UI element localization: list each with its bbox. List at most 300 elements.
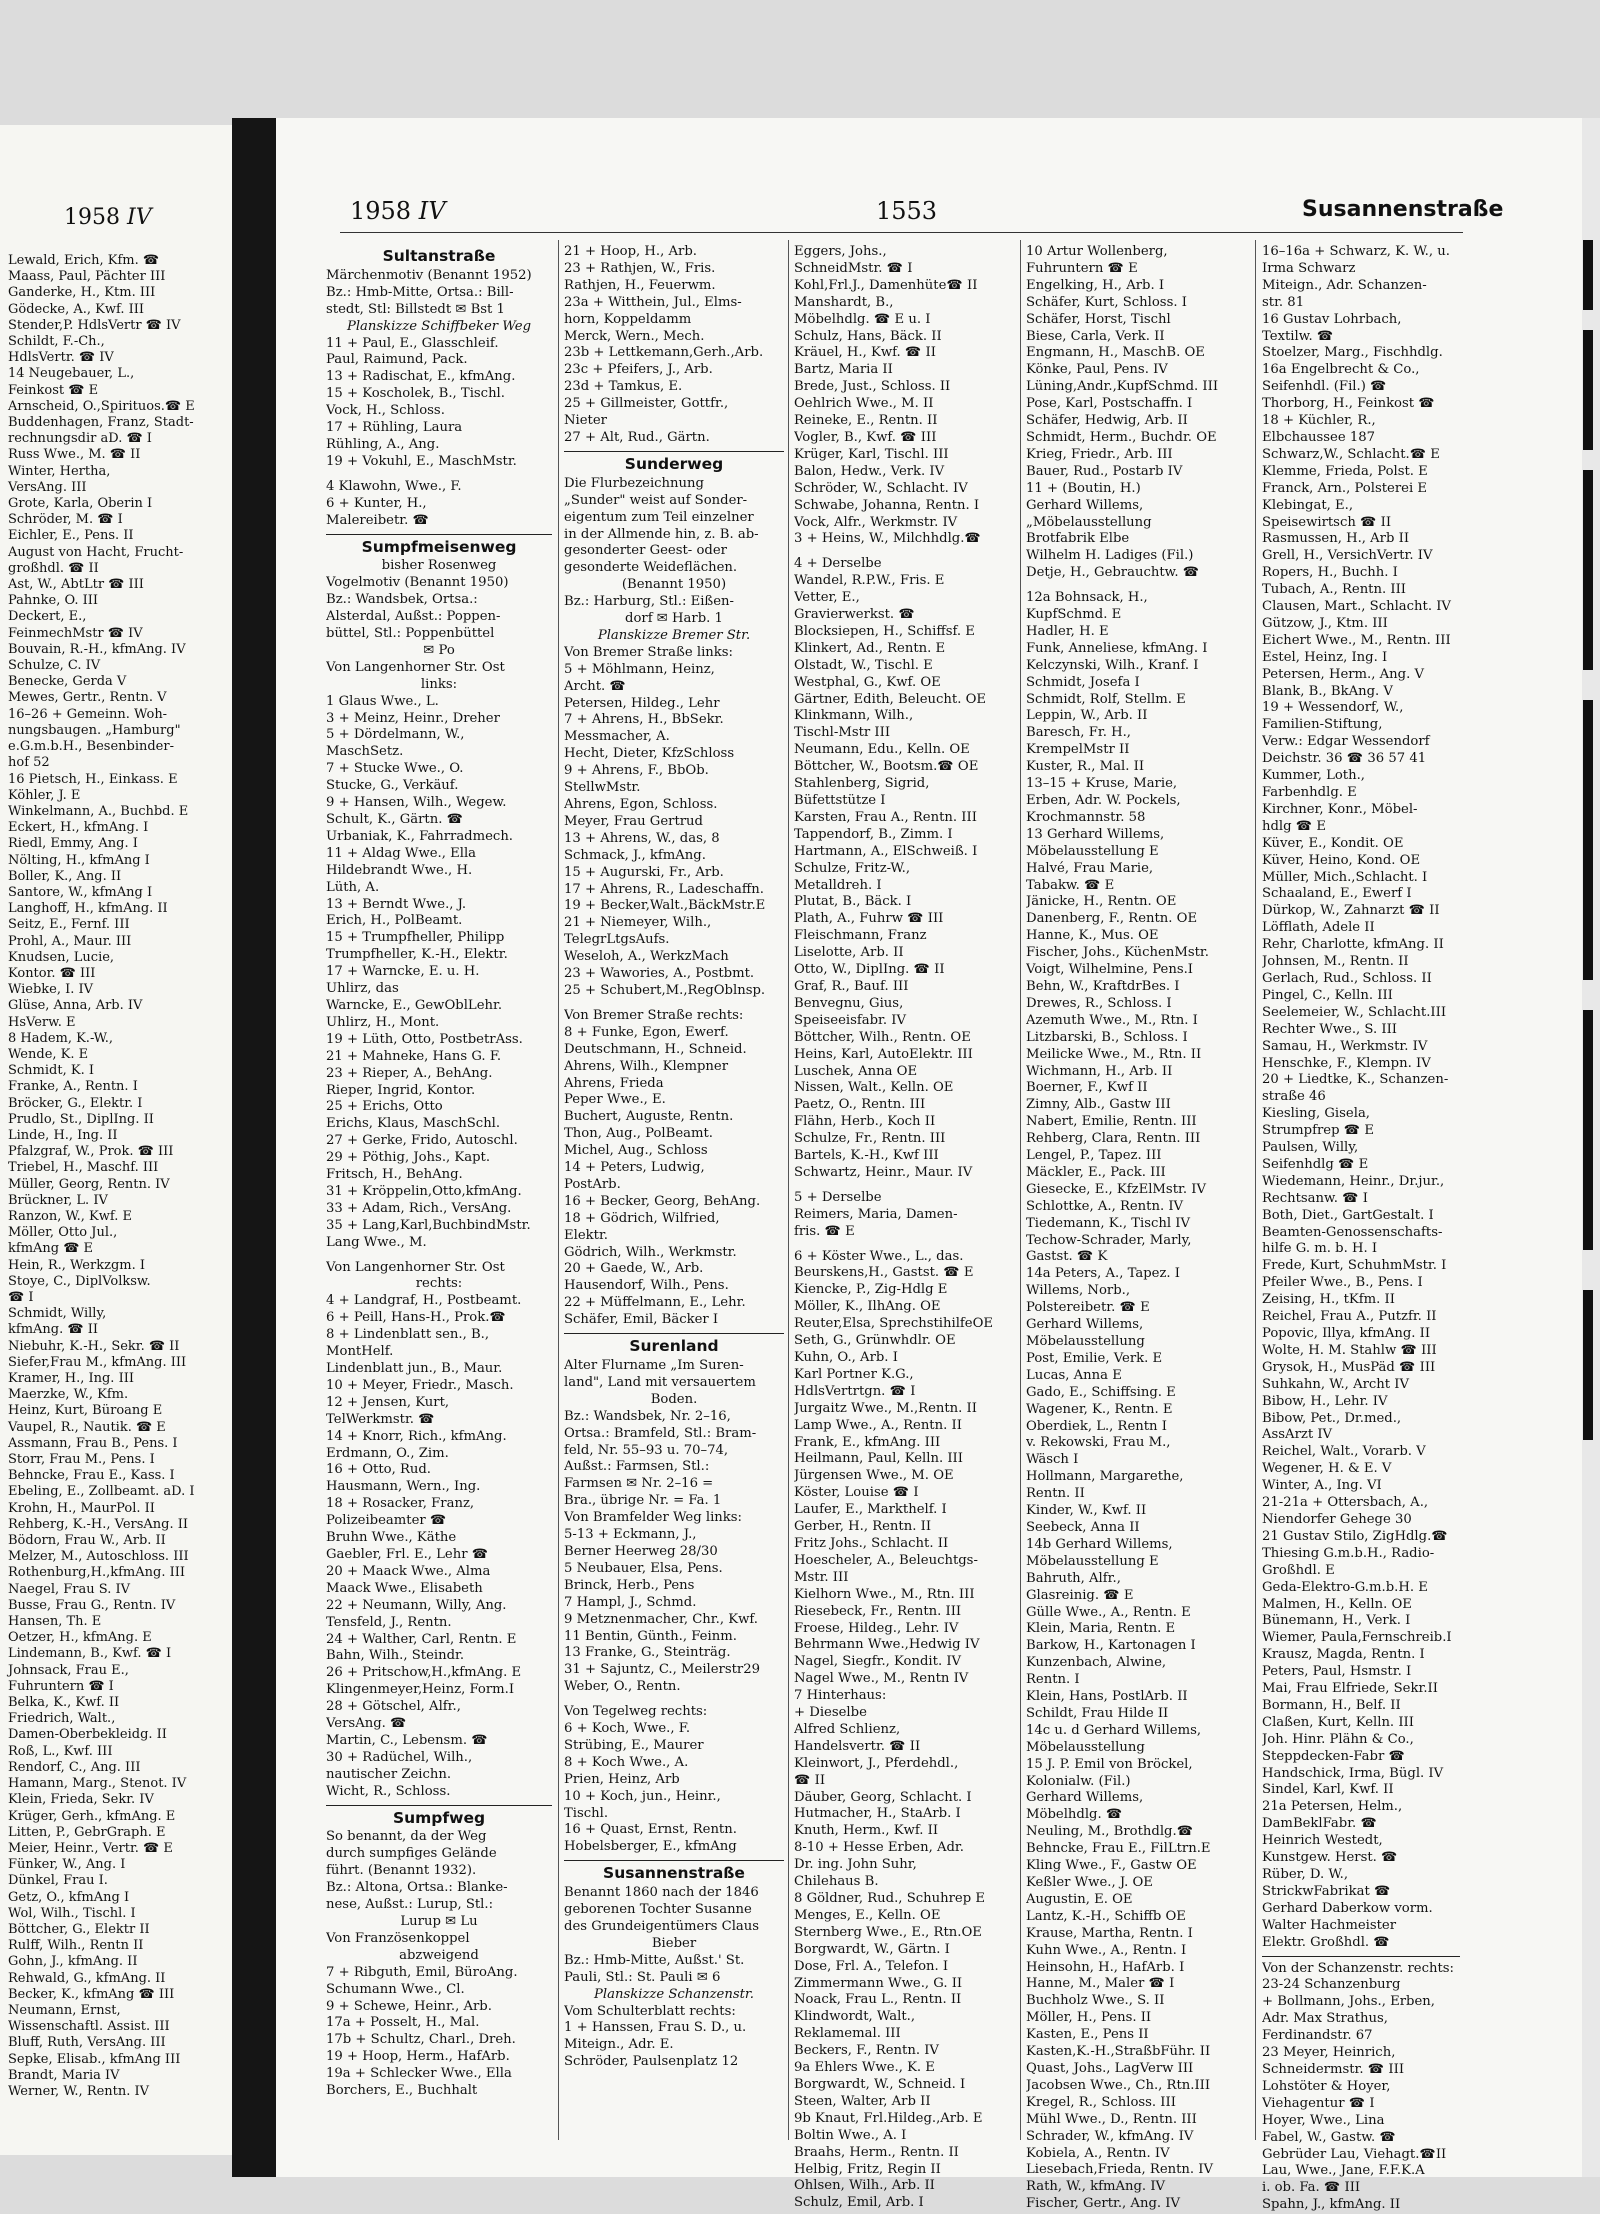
left-entry-line: HsVerw. E [8,1014,76,1030]
directory-entry-line: So benannt, da der Weg [326,1829,487,1845]
directory-entry-line: Heilmann, Paul, Kelln. III [794,1451,963,1467]
directory-entry-line: Lohstöter & Hoyer, [1262,2078,1391,2094]
left-entry-line: Buddenhagen, Franz, Stadt- [8,415,194,431]
directory-entry-line: in der Allmende hin, z. B. ab- [564,526,759,542]
directory-entry-line: Halvé, Frau Marie, [1026,860,1154,876]
left-entry-line: Schildt, F.-Ch., [8,334,105,350]
directory-entry-line: Bormann, H., Belf. II [1262,1697,1401,1713]
left-entry-line: Deckert, E., [8,609,87,625]
directory-entry-line: Estel, Heinz, Ing. I [1262,649,1388,665]
street-heading: Sunderweg [624,455,724,473]
directory-entry-line: Küver, E., Kondit. OE [1262,835,1404,851]
left-entry-line: Kontor. ☎ III [8,965,96,981]
directory-entry-line: v. Rekowski, Frau M., [1026,1435,1171,1451]
directory-entry-line: + Dieselbe [794,1705,867,1721]
directory-entry-line: Gärtner, Edith, Beleucht. OE [794,691,987,707]
directory-entry-line: Mstr. III [794,1569,849,1585]
directory-entry-line: 5 + Dördelmann, W., [326,727,465,743]
street-heading: Sultanstraße [382,248,496,265]
directory-entry-line: Märchenmotiv (Benannt 1952) [326,267,532,283]
directory-entry-line: Bahn, Wilh., Steindr. [326,1648,465,1664]
directory-entry-line: Eichert Wwe., M., Rentn. III [1262,632,1451,648]
directory-entry-line: Kielhorn Wwe., M., Rtn. III [794,1586,975,1602]
left-entry-line: Bouvain, R.-H., kfmAng. IV [8,641,186,657]
directory-entry-line: Thiesing G.m.b.H., Radio- [1262,1545,1435,1561]
directory-entry-line: Kuster, R., Mal. II [1026,759,1145,775]
directory-entry-line: Schäfer, Hedwig, Arb. II [1026,413,1188,429]
directory-entry-line: + Bollmann, Johs., Erben, [1262,1994,1435,2010]
left-entry-line: Linde, H., Ing. II [8,1127,118,1143]
directory-entry-line: Liesebach,Frieda, Rentn. IV [1026,2162,1214,2178]
directory-entry-line: Behrmann Wwe.,Hedwig IV [794,1637,980,1653]
directory-entry-line: 4 + Derselbe [794,556,882,572]
directory-entry-line: Malereibetr. ☎ [326,512,429,528]
spacer [326,1252,552,1260]
left-entry-line: Krohn, H., MaurPol. II [8,1500,155,1516]
directory-entry-line: Westphal, G., Kwf. OE [794,674,941,690]
directory-entry-line: 13 + Berndt Wwe., J. [326,896,467,912]
directory-entry-line: MaschSetz. [326,744,404,760]
directory-entry-line: TelWerkmstr. ☎ [326,1411,435,1427]
section-rule [564,1333,784,1334]
directory-entry-line: 5-13 + Eckmann, J., [564,1527,697,1543]
directory-entry-line: Möbelausstellung E [1026,1553,1159,1569]
column-5 [1262,244,1460,2214]
directory-entry-line: Reichel, Walt., Vorarb. V [1262,1444,1426,1460]
directory-entry-line: Seifenhdl. (Fil.) ☎ [1262,379,1387,395]
directory-entry-line: Schwarz,W., Schlacht.☎ E [1262,446,1440,462]
directory-entry-line: Lüth, A. [326,879,380,895]
directory-entry-line: 9 + Hansen, Wilh., Wegew. [326,795,507,811]
directory-entry-line: Olstadt, W., Tischl. E [794,657,933,673]
centered-note: rechts: [415,1276,463,1292]
directory-entry-line: Lucas, Anna E [1026,1367,1122,1383]
directory-entry-line: Schäfer, Emil, Bäcker I [564,1312,719,1328]
directory-entry-line: Helbig, Fritz, Regin II [794,2161,941,2177]
left-entry-line: kfmAng. ☎ II [8,1322,98,1338]
left-entry-line: Pahnke, O. III [8,593,99,609]
directory-entry-line: Schult, K., Gärtn. ☎ [326,812,464,827]
directory-entry-line: 8 Göldner, Rud., Schuhrep E [794,1891,985,1906]
directory-entry-line: 22 + Müffelmann, E., Lehr. [564,1295,746,1311]
directory-entry-line: 4 Klawohn, Wwe., F. [326,478,462,494]
directory-entry-line: Drewes, R., Schloss. I [1026,995,1172,1011]
directory-entry-line: Fischer, Gertr., Ang. IV [1026,2196,1181,2212]
directory-entry-line: Krausz, Magda, Rentn. I [1262,1647,1425,1663]
left-entry-line: Friedrich, Walt., [8,1711,116,1727]
centered-note: Bieber [651,1935,697,1951]
directory-entry-line: 11 + Aldag Wwe., Ella [326,845,477,861]
directory-entry-line: Froese, Hildeg., Lehr. IV [794,1620,959,1636]
directory-entry-line: Lamp Wwe., A., Rentn. II [794,1417,962,1433]
directory-entry-line: Bz.: Harburg, Stl.: Eißen- [564,594,734,610]
directory-entry-line: nautischer Zeichn. [326,1766,452,1782]
directory-entry-line: 30 + Radüchel, Wilh., [326,1749,473,1765]
centered-note: Lurup ✉ Lu [400,1914,478,1929]
directory-entry-line: Heinrich Westedt, [1262,1833,1383,1849]
left-entry-line: Winter, Hertha, [8,463,111,479]
directory-entry-line: Rentn. I [1026,1672,1080,1688]
left-entry-line: Hansen, Th. E [8,1614,102,1630]
directory-entry-line: hilfe G. m. b. H. I [1262,1241,1378,1257]
directory-entry-line: Wolte, H. M. Stahlw ☎ III [1262,1342,1437,1358]
directory-entry-line: 21 + Mahneke, Hans G. F. [326,1048,502,1064]
directory-entry-line: 18 + Gödrich, Wilfried, [564,1210,720,1226]
directory-entry-line: 23d + Tamkus, E. [564,379,683,395]
right-header-vol: IV [418,197,446,225]
directory-entry-line: Kelczynski, Wilh., Kranf. I [1026,657,1199,673]
directory-entry-line: Gaebler, Frl. E., Lehr ☎ [326,1546,489,1562]
directory-entry-line: Schildt, Frau Hilde II [1026,1705,1169,1721]
directory-entry-line: Erdmann, O., Zim. [326,1445,449,1461]
directory-entry-line: Schmack, J., kfmAng. [564,847,706,863]
left-entry-line: Stender,P. HdlsVertr ☎ IV [8,317,181,333]
directory-entry-line: Jürgensen Wwe., M. OE [794,1468,954,1484]
directory-entry-line: Bünemann, H., Verk. I [1262,1613,1411,1629]
directory-entry-line: Meyer, Frau Gertrud [564,813,703,829]
spacer [794,1241,1016,1249]
left-header-year: 1958 [64,205,120,230]
left-entry-line: ☎ I [8,1290,34,1305]
left-entry-line: Siefer,Frau M., kfmAng. III [8,1354,187,1370]
directory-entry-line: Nieter [564,413,607,429]
directory-entry-line: 31 + Kröppelin,Otto,kfmAng. [326,1183,522,1199]
directory-entry-line: Uhlirz, H., Mont. [326,1014,440,1030]
directory-entry-line: stedt, Stl: Billstedt ✉ Bst 1 [326,301,505,317]
directory-entry-line: Tischl-Mstr III [794,725,891,741]
directory-entry-line: Strübing, E., Maurer [564,1737,704,1753]
directory-entry-line: Franck, Arn., Polsterei E [1262,480,1427,496]
directory-entry-line: 3 + Heins, W., Milchhdlg.☎ [794,531,981,547]
directory-entry-line: 15 J. P. Emil von Bröckel, [1026,1756,1193,1772]
directory-entry-line: Alfred Schlienz, [794,1721,901,1737]
left-entry-line: Gohn, J., kfmAng. II [8,1954,138,1970]
directory-entry-line: Gülle Wwe., A., Rentn. E [1026,1604,1191,1620]
directory-entry-line: Seth, G., Grünwhdlr. OE [794,1333,956,1349]
directory-entry-line: Petersen, Herm., Ang. V [1262,666,1424,682]
left-entry-line: Brückner, L. IV [8,1192,108,1208]
directory-entry-line: Ahrens, Egon, Schloss. [564,797,718,812]
directory-entry-line: 27 + Alt, Rud., Gärtn. [564,429,710,445]
directory-entry-line: Schröder, W., Schlacht. IV [794,480,968,496]
left-entry-line: August von Hacht, Frucht- [8,544,184,560]
directory-entry-line: Kasten, E., Pens II [1026,2027,1149,2043]
directory-entry-line: Krochmannstr. 58 [1026,809,1146,825]
left-entry-line: Krüger, Gerh., kfmAng. E [8,1808,176,1824]
directory-entry-line: 19 + Lüth, Otto, PostbetrAss. [326,1031,523,1047]
directory-entry-line: Messmacher, A. [564,729,670,745]
centered-note: abzweigend [399,1947,479,1963]
left-entry-line: Eckert, H., kfmAng. I [8,820,149,836]
directory-entry-line: Reichel, Frau A., Putzfr. II [1262,1309,1437,1325]
directory-entry-line: fris. ☎ E [794,1223,855,1239]
spacer [794,548,1016,556]
directory-entry-line: Schwabe, Johanna, Rentn. I [794,497,980,513]
directory-entry-line: Lindenblatt jun., B., Maur. [326,1361,503,1376]
directory-entry-line: Liselotte, Arb. II [794,945,904,961]
left-entry-line: Glüse, Anna, Arb. IV [8,998,143,1014]
directory-entry-line: 23 Meyer, Heinrich, [1262,2045,1396,2061]
directory-entry-line: Rechtsanw. ☎ I [1262,1190,1368,1206]
column-3 [794,244,1016,2212]
directory-entry-line: 13 + Radischat, E., kfmAng. [326,369,516,385]
directory-entry-line: land", Land mit versauertem [564,1374,756,1390]
directory-entry-line: Thon, Aug., PolBeamt. [564,1126,713,1142]
left-entry-line: Litten, P., GebrGraph. E [8,1824,166,1840]
directory-entry-line: Behncke, Frau E., FilLtrn.E [1026,1841,1211,1857]
left-entry-line: Bluff, Ruth, VersAng. III [8,2035,166,2051]
directory-entry-line: Giesecke, E., KfzElMstr. IV [1026,1181,1206,1197]
directory-entry-line: KupfSchmd. E [1026,607,1122,623]
left-entry-line: Ebeling, E., Zollbeamt. aD. I [8,1484,195,1500]
directory-entry-line: Adr. Max Strathus, [1262,2011,1388,2027]
directory-entry-line: Hausendorf, Wilh., Pens. [564,1278,729,1294]
directory-entry-line: AssArzt IV [1262,1427,1333,1443]
edge-mark [1583,240,1593,310]
directory-entry-line: Handelsvertr. ☎ II [794,1738,921,1754]
directory-entry-line: 5 + Möhlmann, Heinz, [564,661,715,677]
directory-entry-line: Rüber, D. W., [1262,1867,1349,1882]
directory-entry-line: Both, Diet., GartGestalt. I [1262,1207,1434,1223]
left-entry-line: Neumann, Ernst, [8,2002,121,2018]
directory-entry-line: 13 Franke, G., Steinträg. [564,1645,731,1661]
left-page [0,125,232,2155]
directory-entry-line: 10 + Koch, jun., Heinr., [564,1788,721,1804]
directory-entry-line: Rathjen, H., Feuerwm. [564,277,716,293]
directory-entry-line: Außst.: Farmsen, Stl.: [564,1459,710,1475]
directory-entry-line: Kling Wwe., F., Gastw OE [1026,1858,1197,1874]
directory-entry-line: 9b Knaut, Frl.Hildeg.,Arb. E [794,2110,983,2126]
left-entry-line: Sepke, Elisab., kfmAng III [8,2051,181,2067]
directory-entry-line: Hollmann, Margarethe, [1026,1469,1184,1485]
directory-entry-line: Hausmann, Wern., Ing. [326,1479,481,1495]
directory-entry-line: 21a Petersen, Helm., [1262,1799,1403,1815]
left-entry-line: 14 Neugebauer, L., [8,366,135,382]
directory-entry-line: Ahrens, Wilh., Klempner [564,1058,729,1074]
directory-entry-line: StellwMstr. [564,780,641,796]
directory-entry-line: Clausen, Mart., Schlacht. IV [1262,599,1451,615]
directory-entry-line: TelegrLtgsAufs. [564,932,670,948]
directory-entry-line: 11 Bentin, Günth., Feinm. [564,1628,737,1644]
directory-entry-line: durch sumpfiges Gelände [326,1846,497,1862]
directory-entry-line: Noack, Frau L., Rentn. II [794,1992,962,2008]
directory-entry-line: Claßen, Kurt, Kelln. III [1262,1714,1414,1730]
directory-entry-line: Oehlrich Wwe., M. II [794,396,934,412]
directory-entry-line: Luschek, Anna OE [794,1063,918,1079]
directory-entry-line: 12 + Jensen, Kurt, [326,1394,450,1410]
directory-entry-line: 21-21a + Ottersbach, A., [1262,1495,1429,1511]
directory-entry-line: 25 + Erichs, Otto [326,1099,443,1115]
directory-entry-line: 6 + Koch, Wwe., F. [564,1721,691,1737]
centered-note: Boden. [650,1391,698,1407]
directory-entry-line: 25 + Schubert,M.,RegOblnsp. [564,982,766,998]
directory-entry-line: 1 Glaus Wwe., L. [326,693,439,709]
directory-entry-line: Blocksiepen, H., Schiffsf. E [794,623,975,639]
directory-entry-line: Johnsen, M., Rentn. II [1262,954,1409,970]
directory-entry-line: Benvegnu, Gius, [794,995,904,1011]
directory-entry-line: 13–15 + Kruse, Marie, [1026,776,1178,792]
directory-entry-line: Engelking, H., Arb. I [1026,277,1165,293]
left-entry-line: Hamann, Marg., Stenot. IV [8,1776,187,1792]
right-header-year: 1958 [350,197,412,225]
directory-entry-line: 6 + Köster Wwe., L., das. [794,1248,964,1264]
directory-entry-line: Kiencke, P., Zig-Hdlg E [794,1282,948,1298]
directory-entry-line: Vock, H., Schloss. [326,403,445,419]
directory-entry-line: 7 Hinterhaus: [794,1688,887,1704]
directory-entry-line: SchneidMstr. ☎ I [794,260,913,276]
directory-entry-line: Pfeiler Wwe., B., Pens. I [1262,1275,1423,1291]
column-divider [558,240,559,2140]
directory-entry-line: Laufer, E., Markthelf. I [794,1502,947,1518]
directory-entry-line: feld, Nr. 55–93 u. 70–74, [564,1442,729,1458]
directory-entry-line: Chilehaus B. [794,1874,879,1890]
page-number: 1553 [876,197,938,225]
column-divider [788,240,789,2140]
left-entry-line: Franke, A., Rentn. I [8,1079,138,1095]
directory-entry-line: Von Langenhorner Str. Ost [326,659,505,675]
left-entry-line: Lindemann, B., Kwf. ☎ I [8,1646,172,1662]
directory-entry-line: Zeising, H., tKfm. II [1262,1292,1395,1308]
directory-entry-line: Gravierwerkst. ☎ [794,607,915,623]
left-entry-line: Fuhruntern ☎ I [8,1678,114,1694]
directory-entry-line: eigentum zum Teil einzelner [564,509,754,525]
directory-entry-line: Archt. ☎ [564,678,626,694]
left-entry-line: Feinkost ☎ E [8,382,99,398]
street-heading: Sumpfmeisenweg [361,538,517,556]
directory-entry-line: Möbelhdlg. ☎ E u. I [794,311,931,327]
directory-entry-line: 14a Peters, A., Tapez. I [1026,1266,1180,1282]
directory-entry-line: Gerhard Willems, [1026,1317,1144,1333]
left-entry-line: e.G.m.b.H., Besenbinder- [8,739,174,755]
directory-entry-line: Barkow, H., Kartonagen I [1026,1638,1196,1654]
directory-entry-line: Schäfer, Horst, Tischl [1026,311,1171,327]
directory-entry-line: Möller, H., Pens. II [1026,2010,1152,2026]
directory-entry-line: Böttcher, W., Bootsm.☎ OE [794,759,979,775]
directory-entry-line: Die Flurbezeichnung [564,475,704,491]
directory-entry-line: Schmidt, Herm., Buchdr. OE [1026,429,1217,445]
running-head [1302,197,1503,222]
directory-entry-line: 23b + Lettkemann,Gerh.,Arb. [564,345,764,361]
edge-mark [1583,330,1593,450]
directory-entry-line: 6 + Peill, Hans-H., Prok.☎ [326,1310,506,1326]
left-entry-line: Maass, Paul, Pächter III [8,269,166,285]
directory-entry-line: Hadler, H. E [1026,623,1109,639]
directory-entry-line: Farbenhdlg. E [1262,785,1357,800]
directory-entry-line: 25 + Gillmeister, Gottfr., [564,396,729,412]
directory-entry-line: Bra., übrige Nr. = Fa. 1 [564,1493,722,1509]
directory-entry-line: Gastst. ☎ K [1026,1249,1108,1265]
street-heading: Sumpfweg [392,1809,486,1827]
left-entry-line: Rendorf, C., Ang. III [8,1759,141,1775]
directory-entry-line: 18 + Küchler, R., [1262,413,1376,429]
directory-entry-line: Nabert, Emilie, Rentn. III [1026,1114,1197,1130]
left-entry-line: Riedl, Emmy, Ang. I [8,836,138,852]
left-entry-line: Klein, Frieda, Sekr. IV [8,1792,154,1808]
directory-entry-line: 27 + Gerke, Frido, Autoschl. [326,1133,518,1149]
directory-entry-line: 17a + Posselt, H., Mal. [326,2015,480,2031]
directory-entry-line: Reklamemal. III [794,2026,901,2042]
left-entry-line: Assmann, Frau B., Pens. I [8,1435,178,1451]
column-divider [1255,240,1256,2140]
directory-entry-line: Fuhruntern ☎ E [1026,260,1138,276]
running-head-text: Susannenstraße [1302,197,1504,222]
left-entry-line: kfmAng ☎ E [8,1241,94,1257]
left-entry-line: Rulff, Wilh., Rentn II [8,1938,144,1954]
directory-entry-line: Bartels, K.-H., Kwf III [794,1148,939,1164]
directory-entry-line: Vom Schulterblatt rechts: [564,2003,736,2019]
directory-entry-line: Speisewirtsch ☎ II [1262,514,1392,530]
directory-entry-line: Jacobsen Wwe., Ch., Rtn.III [1026,2077,1211,2093]
left-entry-line: Wissenschaftl. Assist. III [8,2019,170,2035]
directory-entry-line: Nagel Wwe., M., Rentn IV [794,1671,969,1687]
directory-entry-line: Grysok, H., MusPäd ☎ III [1262,1359,1436,1375]
directory-entry-line: Voigt, Wilhelmine, Pens.I [1026,962,1194,978]
directory-entry-line: Beurskens,H., Gastst. ☎ E [794,1265,974,1281]
directory-entry-line: Alter Flurname „Im Suren- [564,1358,744,1373]
directory-entry-line: Fritz Johs., Schlacht. II [794,1535,949,1551]
directory-entry-line: Könke, Paul, Pens. IV [1026,362,1168,378]
directory-entry-line: Borchers, E., Buchhalt [326,2083,478,2099]
directory-entry-line: Alsterdal, Außst.: Poppen- [326,609,501,625]
directory-entry-line: Ferdinandstr. 67 [1262,2028,1373,2044]
directory-entry-line: Brede, Just., Schloss. II [794,379,951,395]
directory-entry-line: Fischer, Johs., KüchenMstr. [1026,945,1209,961]
directory-entry-line: Kirchner, Konr., Möbel- [1262,801,1418,817]
map-reference: Planskizze Schiffbeker Weg [346,318,532,334]
directory-entry-line: Schäfer, Kurt, Schloss. I [1026,294,1187,310]
directory-entry-line: 17 + Warncke, E. u. H. [326,964,480,980]
column-divider [1020,240,1021,2140]
directory-entry-line: Brotfabrik Elbe [1026,531,1130,547]
left-entry-line: rechnungsdir aD. ☎ I [8,431,152,447]
directory-entry-line: Gado, E., Schiffsing. E [1026,1384,1176,1400]
directory-entry-line: Krieg, Friedr., Arb. III [1026,446,1173,462]
directory-entry-line: Leppin, W., Arb. II [1026,708,1148,724]
directory-entry-line: Plath, A., Fuhrw ☎ III [794,911,944,927]
directory-entry-line: Steppdecken-Fabr ☎ [1262,1748,1405,1764]
directory-entry-line: 10 + Meyer, Friedr., Masch. [326,1377,514,1393]
directory-entry-line: Schneidermstr. ☎ III [1262,2061,1405,2077]
left-entry-line: Wende, K. E [8,1046,89,1062]
directory-entry-line: Bruhn Wwe., Käthe [326,1530,457,1546]
directory-entry-line: Frank, E., kfmAng. III [794,1434,941,1450]
directory-entry-line: Dose, Frl. A., Telefon. I [794,1958,949,1974]
directory-entry-line: Ahrens, Frieda [564,1075,664,1091]
directory-entry-line: Irma Schwarz [1262,260,1356,276]
directory-entry-line: Kuhn Wwe., A., Rentn. I [1026,1942,1187,1958]
directory-entry-line: 13 Gerhard Willems, [1026,826,1165,842]
left-entry-line: Müller, Georg, Rentn. IV [8,1176,170,1192]
directory-entry-line: Mai, Frau Elfriede, Sekr.II [1262,1681,1438,1697]
directory-entry-line: MontHelf. [326,1344,394,1360]
left-entry-line: Niebuhr, K.-H., Sekr. ☎ II [8,1338,180,1354]
directory-entry-line: 9 + Schewe, Heinr., Arb. [326,1998,492,2014]
directory-entry-line: 6 + Kunter, H., [326,495,427,511]
directory-entry-line: Rehberg, Clara, Rentn. III [1026,1131,1201,1147]
directory-entry-line: Hanne, M., Maler ☎ I [1026,1976,1175,1992]
left-entry-line: Mewes, Gertr., Rentn. V [8,690,167,706]
header-rule [340,232,1463,233]
directory-entry-line: Stoelzer, Marg., Fischhdlg. [1262,345,1443,361]
directory-entry-line: Farmsen ✉ Nr. 2–16 = [564,1476,714,1492]
directory-entry-line: 31 + Sajuntz, C., Meilerstr29 [564,1662,761,1678]
directory-entry-line: Tensfeld, J., Rentn. [326,1614,452,1630]
directory-entry-line: Neuling, M., Brothdlg.☎ [1026,1824,1194,1840]
left-entry-line: Fünker, W., Ang. I [8,1857,126,1873]
directory-entry-line: 18 + Rosacker, Franz, [326,1496,475,1512]
directory-entry-line: Schrader, W., kfmAng. IV [1026,2128,1194,2144]
directory-entry-line: Schulze, Fr., Rentn. III [794,1131,946,1147]
